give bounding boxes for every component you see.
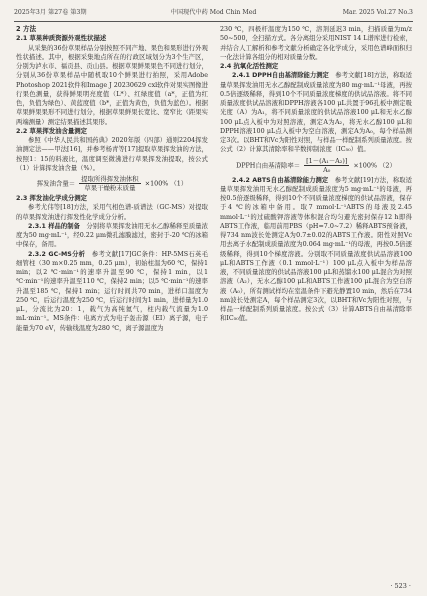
heading-2-4-1-number: 2.4.1 [232, 72, 253, 80]
heading-2-4-2: ABTS自由基清除能力测定 [252, 176, 329, 184]
paragraph-2-4-2 [220, 176, 412, 324]
equation-1 [16, 175, 208, 192]
eq1-denominator: 草果干燥粉末质量 [84, 184, 136, 192]
equation-2 [220, 157, 412, 174]
eq1-fraction [79, 175, 141, 192]
heading-2-3-2-number: 2.3.2 [28, 250, 49, 258]
header-rule [14, 21, 413, 22]
eq2-tail: ×100% （2） [353, 161, 396, 169]
heading-2-3-1: 样品的制备 [48, 222, 80, 230]
paragraph-2-3-1 [16, 222, 208, 250]
paragraph-2-3-1-text: 分别将草果挥发油用无水乙醇稀释至质量浓度为50 mg·mL⁻¹，经0.22 μm微孔滤膜滤过，密封于-20 ℃的冰箱中保存，备用。 [16, 222, 208, 249]
eq1-lhs: 挥发油含量＝ [36, 179, 76, 188]
header-issue-en: Mar. 2025 Vol.27 No.3 [342, 9, 413, 16]
heading-2-3: 2.3 挥发油化学成分测定 [16, 194, 88, 202]
paragraph-continued: 230 ℃，四极杆温度为150 ℃，溶剂延迟3 min，扫描质量为m/z 50~500，全扫描方式。各分离组分采用NIST 14 L谱库进行检索，并结合人工解析和参考文献分析确定各化学成分，采用色谱峰面积归一化法计算各组分的相对质量分数。 [220, 26, 412, 61]
eq2-fraction [304, 157, 349, 174]
heading-2-1: 2.1 草果种质资源外观性状描述 [16, 34, 107, 43]
paragraph-2-3-2 [16, 250, 208, 333]
heading-2-3-2: GC-MS分析 [48, 250, 86, 258]
heading-2-4: 2.4 抗氧化活性测定 [220, 62, 279, 70]
heading-2-2: 2.2 草果挥发油含量测定 [16, 126, 88, 135]
paragraph-2-3-2-text: 参考文献[17]GC条件：HP-5MS石英毛细管柱（30 m×0.25 mm，0.25 μm），初始柱温为60 ℃，保持1 min；以2 ℃·min⁻¹的速率升温至90 ℃，保持1 min，以1 ℃·min⁻¹的速率升温至110 ℃，保持2 min；以5 ℃·min⁻¹的速率升温至185 ℃，保持1 min；运行时间共70 min，进样口温度为250 ℃，后运行温度为250 ℃，后运行时间为1 min，进样量为1.0 μL，分流比为20：1，载气为高纯氦气，柱内载气流量为1.0 mL·min⁻¹。MS条件：电离方式为电子轰击源（EI）离子源，电子能量为70 eV，传输线温度为280 ℃，离子源温度为 [16, 250, 208, 332]
paragraph-2-1: 从采集的36份草果样品分别按照不同产地、果色和果形进行外观性状描述。其中，根据采集地点所在的行政区域划分为3个生产区，分别为泸水市、福贡县、贡山县。根据草果鲜果果色不同进行划分，分别从36份草果样品中随机取10个鲜果进行拍照，采用Adobe Photoshop 2021软件和Image J 20230629 cxl软件对果实图像进行果色测量，获得鲜果明亮度值（L*）、红绿度值（a*，正值为红色，负值为绿色）、黄蓝度值（b*，正值为黄色，负值为蓝色）。根据草果鲜果果形不同进行划分，根据草果鲜果长宽比、宽窄比（距果实两端测量）测定结果描述其果形。 [16, 44, 208, 126]
section-heading-methods: 2 方法 [16, 25, 37, 33]
header-journal: 中国现代中药 Mod Chin Med [170, 9, 257, 16]
heading-2-3-1-number: 2.3.1 [28, 222, 49, 230]
eq2-numerator: [1－(A₁－A₂)] [306, 156, 348, 165]
heading-2-4-1: DPPH自由基清除能力测定 [252, 72, 329, 80]
paragraph-2-4-2-text: 参考文献[19]方法，称取适量草果挥发油用无水乙醇配制成质量浓度为5 mg·mL⁻¹的母液，再按0.5倍逐级稀释，得到10个不同质量浓度梯度的供试品溶液，保存于4 ℃的冰箱中备用。取7 mmol·L⁻¹ABTS的母液及2.45 mmol·L⁻¹的过硫酸钾溶液等体积混合均匀避光密封保存12 h即得ABTS工作液，临用前用PBS（pH=7.0~7.2）稀释ABTS预备液，得734 nm波长处测定A为0.7±0.02的ABTS工作液。阳性对照Vc用去离子水配制成质量浓度为0.064 mg·mL⁻¹的母液，再按0.5倍逐级稀释，得到10个梯度溶液。分别取不同质量浓度供试品溶液100 μL和ABTS工作液（0.1 mmol·L⁻¹）100 μL点入板中为样品溶液，不同质量浓度的供试品溶液100 μL和蒸馏水100 μL混合为对照溶液（A₂），无水乙醇100 μL和ABTS工作液100 μL混合为空白溶液（A₀），所有测试样均在室温条件下避光静置10 min，然后在734 nm波长处测定A，每个样品测定3次，以BHT和Vc为阳性对照，与样品一样配制系列质量浓度。按公式（3）计算ABTS自由基清除率和IC₅₀值。 [220, 176, 412, 323]
page-number: · 523 · [390, 582, 411, 590]
eq2-denominator: A₀ [323, 165, 331, 174]
eq2-lhs: DPPH自由基清除率＝ [236, 161, 301, 169]
eq1-tail: ×100% （1） [144, 179, 188, 188]
header-issue: 2025年3月 第27卷 第3期 [14, 9, 87, 16]
paragraph-2-4-1 [220, 71, 412, 154]
heading-2-4-2-number: 2.4.2 [232, 176, 253, 184]
right-column [220, 25, 412, 324]
eq1-numerator: 提取所得挥发油体积 [81, 175, 139, 183]
paragraph-2-4-1-text: 参考文献[18]方法，称取适量草果挥发油用无水乙醇配制成质量浓度为80 mg·mL⁻¹母液，再按0.5倍逐级稀释，得到10个不同质量浓度梯度的供试品溶液。将不同质量浓度供试品溶液和DPPH溶液各100 μL共置于96孔板中测定吸光度（A）为A₁，将不同质量浓度的供试品溶液100 μL和无水乙醇100 μL点入板中为对照溶液，测定A为A₂，将无水乙醇100 μL和DPPH溶液100 μL点入板中为空白溶液，测定A为A₀，每个样品测定3次。以BHT和Vc为阳性对照，与样品一样配制系列质量浓度。按公式（2）计算其清除率和半数抑制浓度（IC₅₀）值。 [220, 72, 412, 154]
paragraph-2-3: 参考尤伟等[18]方法，采用气相色谱-质谱法（GC-MS）对提取的草果挥发油进行挥发性化学成分分析。 [16, 204, 208, 221]
running-header [14, 6, 413, 20]
left-column [16, 25, 208, 333]
paragraph-2-2: 参照《中华人民共和国药典》2020年版（四部）通则2204挥发油测定法——甲法[16]，并参考杨青等[17]提取草果挥发油的方法，按照1：15的料液比，温度调至微沸进行草果挥发油提取，按公式（1）计算挥发油含量（%）。 [16, 137, 208, 172]
